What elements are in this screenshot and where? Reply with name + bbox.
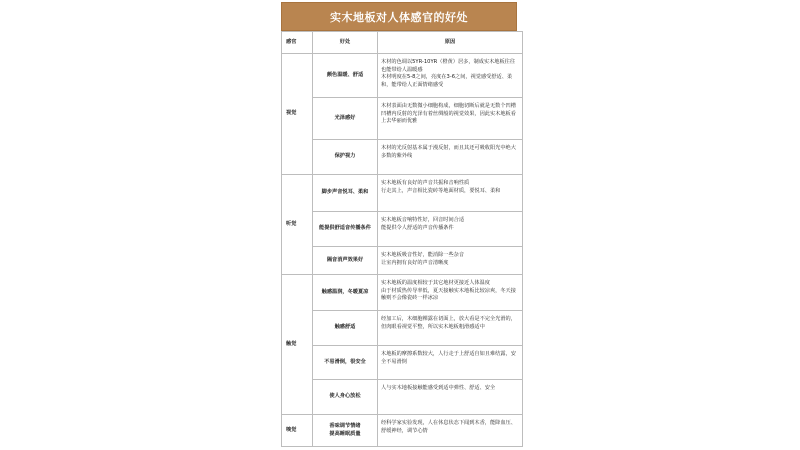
table-row bbox=[282, 140, 523, 175]
sense-cell: 嗅觉 bbox=[282, 415, 313, 447]
header-sense: 感官 bbox=[282, 32, 313, 54]
benefits-table bbox=[281, 31, 523, 447]
reason-line: 实木地板吸音性好，能消除一些杂音 bbox=[381, 252, 465, 258]
benefit-cell bbox=[313, 54, 378, 98]
reason-cell bbox=[378, 275, 523, 311]
benefit-cell bbox=[313, 247, 378, 275]
header-benefit: 好处 bbox=[313, 32, 378, 54]
sheet-title: 实木地板对人体感官的好处 bbox=[281, 2, 517, 31]
reason-line: 经科学家实验发现，人在休息状态下闻到木香，能降血压、舒缓神经，调节心情 bbox=[381, 420, 516, 434]
benefits-sheet bbox=[281, 2, 517, 447]
benefit-cell bbox=[313, 415, 378, 447]
table-row bbox=[282, 346, 523, 380]
reason-cell bbox=[378, 54, 523, 98]
table-row bbox=[282, 175, 523, 212]
reason-cell bbox=[378, 415, 523, 447]
reason-line: 行走其上，声音相比瓷砖等地面材质，要悦耳、柔和 bbox=[381, 187, 501, 194]
sense-cell: 触觉 bbox=[282, 275, 313, 415]
table-row bbox=[282, 212, 523, 247]
reason-line: 木材明度在5-8之间，亮度在3-6之间，视觉感受舒适、柔和，能带给人正面情绪感受 bbox=[381, 74, 513, 88]
benefit-line: 触感舒适 bbox=[334, 324, 356, 331]
benefit-cell bbox=[313, 212, 378, 247]
benefit-cell bbox=[313, 275, 378, 311]
table-row bbox=[282, 275, 523, 311]
reason-line: 实木地板的温度相较于其它地材更接近人体温度 bbox=[381, 280, 490, 286]
benefit-line: 触感温润，冬暖夏凉 bbox=[321, 288, 369, 295]
table-row bbox=[282, 311, 523, 346]
reason-cell bbox=[378, 247, 523, 275]
benefit-cell bbox=[313, 140, 378, 175]
benefit-line: 不易滑倒，很安全 bbox=[324, 358, 366, 365]
benefit-line: 隔音消声效果好 bbox=[326, 256, 364, 263]
benefit-cell bbox=[313, 311, 378, 346]
header-reason: 原因 bbox=[378, 32, 523, 54]
benefit-line: 颜色温暖、舒适 bbox=[326, 71, 364, 78]
table-row bbox=[282, 415, 523, 447]
reason-cell bbox=[378, 212, 523, 247]
table-row bbox=[282, 98, 523, 140]
reason-line: 木地板的摩擦系数较大，人行走于上舒适自如且难结露，安全不易滑倒 bbox=[381, 351, 516, 365]
reason-line: 凹槽内反射的光泽有着丝绸般的视觉效果，因此实木地板看上去华丽而优雅 bbox=[381, 110, 516, 125]
benefit-cell bbox=[313, 346, 378, 380]
reason-line: 能提供令人舒适的声音传播条件 bbox=[381, 224, 454, 231]
benefit-line: 保护视力 bbox=[334, 153, 356, 160]
table-row bbox=[282, 247, 523, 275]
benefit-line: 香味调节情绪 bbox=[329, 422, 361, 429]
reason-cell bbox=[378, 140, 523, 175]
reason-line: 木材的光反射基本属于漫反射，而且其还可吸收阳光中绝大多数的紫外线 bbox=[381, 145, 516, 159]
reason-cell bbox=[378, 346, 523, 380]
benefit-cell bbox=[313, 380, 378, 415]
reason-line: 让室内拥有良好的声音清晰度 bbox=[381, 259, 449, 266]
reason-cell bbox=[378, 98, 523, 140]
benefit-line: 使人身心放松 bbox=[329, 393, 361, 400]
benefit-line: 提高睡眠质量 bbox=[329, 430, 361, 437]
reason-line: 实木地板音响特性好，回音时间合适 bbox=[381, 217, 465, 223]
table-body bbox=[282, 54, 523, 447]
table-row bbox=[282, 380, 523, 415]
sense-cell: 听觉 bbox=[282, 175, 313, 275]
header-row bbox=[282, 32, 523, 54]
sense-cell: 视觉 bbox=[282, 54, 313, 175]
reason-cell bbox=[378, 311, 523, 346]
reason-line: 人与实木地板接触能感受到适中弹性、舒适、安全 bbox=[381, 385, 496, 391]
benefit-cell bbox=[313, 175, 378, 212]
reason-line: 木材表面由无数微小细胞构成，细胞切断后就是无数个凹槽 bbox=[381, 103, 516, 109]
benefit-line: 光泽感好 bbox=[334, 114, 356, 121]
reason-cell bbox=[378, 175, 523, 212]
table-row bbox=[282, 54, 523, 98]
reason-line: 由于材质热传导率低，夏天接触实木地板比较凉爽，冬天接触则不会像瓷砖一样冰凉 bbox=[381, 287, 516, 302]
reason-cell bbox=[378, 380, 523, 415]
reason-line: 木材的色调以5YR-10YR（橙黄）居多，制成实木地板往往也能带给人温暖感 bbox=[381, 59, 516, 73]
benefit-line: 能提供舒适音传播条件 bbox=[319, 225, 371, 232]
reason-line: 经加工后，木细胞裸露在切面上，放大看是不完全光滑的，但肉眼看视觉平整，所以实木地板粗滑感适中 bbox=[381, 316, 516, 330]
reason-line: 实木地板有良好的声音共振和音响性质 bbox=[381, 180, 470, 186]
benefit-cell bbox=[313, 98, 378, 140]
benefit-line: 脚步声音悦耳、柔和 bbox=[321, 189, 369, 196]
